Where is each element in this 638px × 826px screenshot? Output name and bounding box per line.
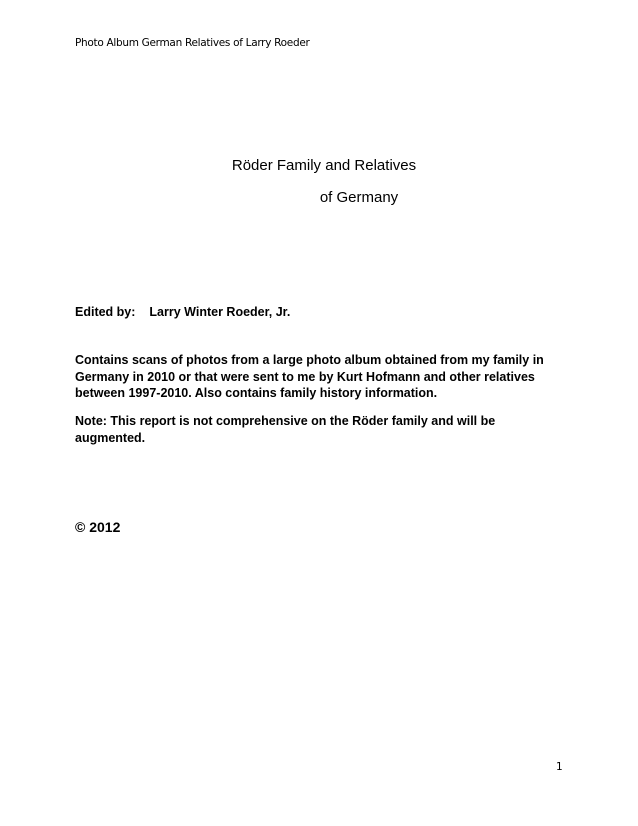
editor-label: Edited by:	[75, 305, 136, 319]
document-subtitle: of Germany	[319, 189, 399, 206]
editor-line	[75, 305, 290, 319]
page-number: 1	[556, 761, 563, 773]
running-header: Photo Album German Relatives of Larry Roeder	[75, 37, 310, 49]
note-paragraph: Note: This report is not comprehensive on the Röder family and will be augmented.	[75, 414, 496, 445]
editor-name: Larry Winter Roeder, Jr.	[149, 305, 291, 319]
copyright-notice: © 2012	[75, 519, 121, 535]
document-title: Röder Family and Relatives	[231, 157, 417, 174]
contents-paragraph: Contains scans of photos from a large photo album obtained from my family in Germany in 2010 or that were sent to me by Kurt Hofmann and other relatives between 1997-2010. Also contains family history information.	[75, 353, 544, 400]
